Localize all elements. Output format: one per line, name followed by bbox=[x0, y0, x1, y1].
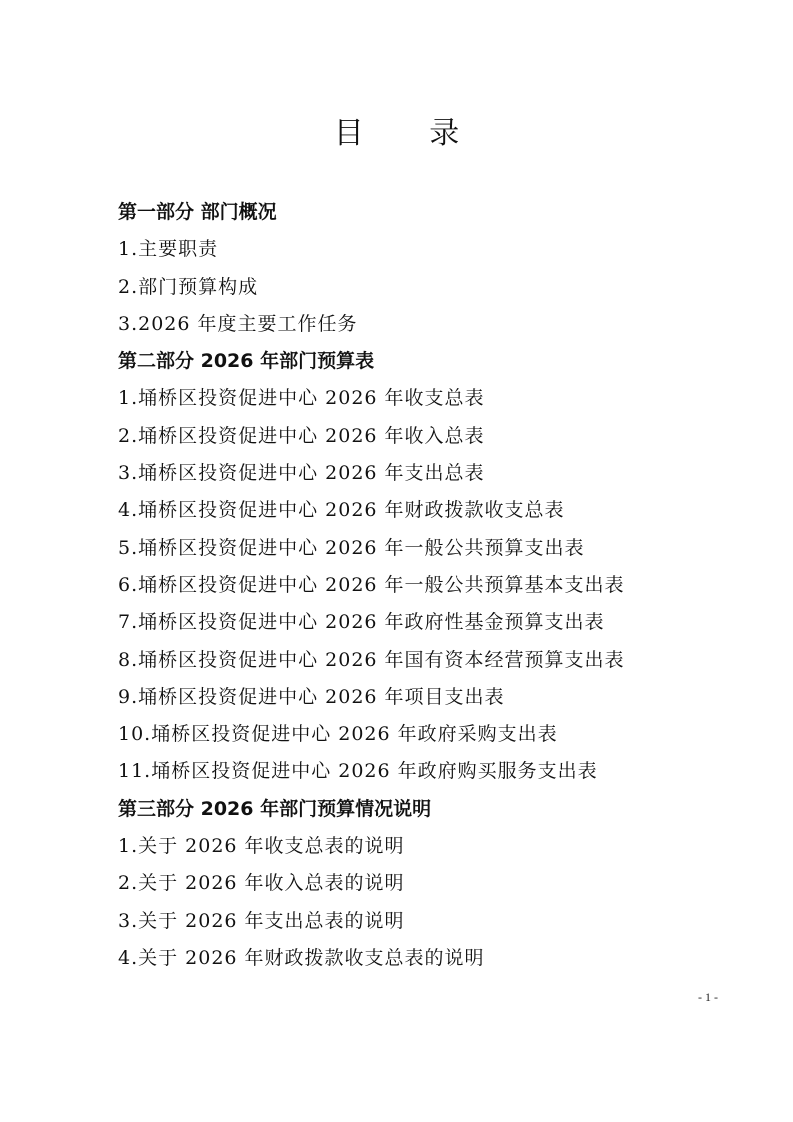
page-title: 目 录 bbox=[333, 116, 488, 151]
toc-entry: 2.关于 2026 年收入总表的说明 bbox=[118, 872, 405, 895]
toc-entry: 10.埇桥区投资促进中心 2026 年政府采购支出表 bbox=[118, 723, 558, 746]
toc-entry: 2.部门预算构成 bbox=[118, 275, 259, 298]
toc-entry: 6.埇桥区投资促进中心 2026 年一般公共预算基本支出表 bbox=[118, 573, 625, 596]
toc-entry: 1.埇桥区投资促进中心 2026 年收支总表 bbox=[118, 387, 485, 410]
toc-entry: 4.关于 2026 年财政拨款收支总表的说明 bbox=[118, 946, 485, 969]
page-number: - 1 - bbox=[698, 990, 718, 1004]
toc-entry: 3.埇桥区投资促进中心 2026 年支出总表 bbox=[118, 462, 485, 485]
toc-section-heading: 第三部分 2026 年部门预算情况说明 bbox=[118, 797, 432, 820]
table-of-contents bbox=[118, 194, 718, 977]
toc-entry: 7.埇桥区投资促进中心 2026 年政府性基金预算支出表 bbox=[118, 611, 605, 634]
toc-entry: 3.关于 2026 年支出总表的说明 bbox=[118, 909, 405, 932]
toc-entry: 9.埇桥区投资促进中心 2026 年项目支出表 bbox=[118, 685, 505, 708]
toc-entry: 8.埇桥区投资促进中心 2026 年国有资本经营预算支出表 bbox=[118, 648, 625, 671]
toc-entry: 5.埇桥区投资促进中心 2026 年一般公共预算支出表 bbox=[118, 536, 585, 559]
toc-entry: 1.主要职责 bbox=[118, 238, 219, 261]
toc-section-heading: 第一部分 部门概况 bbox=[118, 201, 277, 223]
toc-section-heading: 第二部分 2026 年部门预算表 bbox=[118, 350, 375, 373]
toc-entry: 11.埇桥区投资促进中心 2026 年政府购买服务支出表 bbox=[118, 760, 598, 783]
toc-entry: 1.关于 2026 年收支总表的说明 bbox=[118, 835, 405, 858]
toc-entry: 2.埇桥区投资促进中心 2026 年收入总表 bbox=[118, 424, 485, 447]
toc-entry: 3.2026 年度主要工作任务 bbox=[118, 312, 358, 335]
toc-entry: 4.埇桥区投资促进中心 2026 年财政拨款收支总表 bbox=[118, 499, 565, 522]
